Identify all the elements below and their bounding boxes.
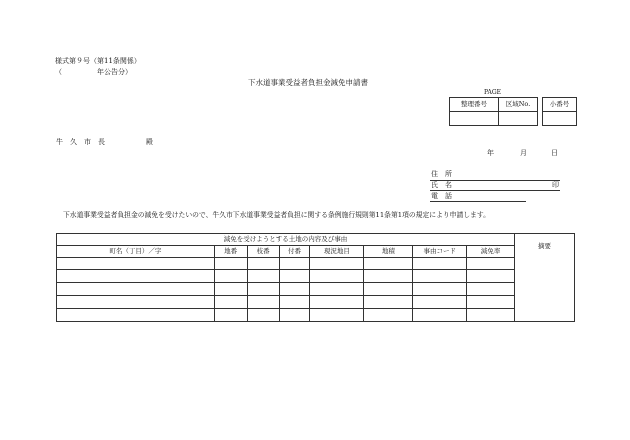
remarks-header: 摘要 xyxy=(538,242,552,250)
table-row xyxy=(57,296,575,309)
table-cell[interactable] xyxy=(57,270,215,283)
ref-header-kuiki: 区域No. xyxy=(499,98,538,112)
table-cell[interactable] xyxy=(467,270,515,283)
table-cell[interactable] xyxy=(364,309,413,322)
table-cell[interactable] xyxy=(413,270,467,283)
table-cell[interactable] xyxy=(214,270,247,283)
table-cell[interactable] xyxy=(214,309,247,322)
honorific: 殿 xyxy=(146,138,153,146)
table-cell[interactable] xyxy=(364,258,413,270)
ref-header-kobango: 小番号 xyxy=(543,98,577,112)
table-cell[interactable] xyxy=(467,309,515,322)
table-cell[interactable] xyxy=(247,258,279,270)
table-cell[interactable] xyxy=(214,283,247,296)
table-cell[interactable] xyxy=(279,296,310,309)
page-label: PAGE xyxy=(484,89,501,96)
date-month: 月 xyxy=(520,149,527,157)
table-cell[interactable] xyxy=(310,309,364,322)
land-details-table xyxy=(56,233,575,322)
table-cell[interactable] xyxy=(57,258,215,270)
phone-line[interactable] xyxy=(430,201,526,202)
form-number: 様式第９号（第11条関係） xyxy=(55,57,141,65)
phone-label: 電 話 xyxy=(431,192,452,200)
year-paren: （ 年公告分） xyxy=(55,68,132,76)
table-row xyxy=(57,283,575,296)
remarks-column[interactable] xyxy=(515,234,575,322)
table-cell[interactable] xyxy=(413,258,467,270)
table-cell[interactable] xyxy=(467,283,515,296)
table-cell[interactable] xyxy=(247,296,279,309)
table-cell[interactable] xyxy=(57,296,215,309)
sub-number-table xyxy=(542,97,577,126)
table-cell[interactable] xyxy=(279,258,310,270)
table-row xyxy=(57,270,575,283)
reference-number-table xyxy=(449,97,538,126)
table-cell[interactable] xyxy=(214,258,247,270)
table-cell[interactable] xyxy=(247,270,279,283)
ref-cell-kobango[interactable] xyxy=(543,112,577,126)
table-cell[interactable] xyxy=(310,296,364,309)
col-header-reduction-rate: 減免率 xyxy=(467,246,515,258)
table-cell[interactable] xyxy=(364,283,413,296)
table-cell[interactable] xyxy=(57,309,215,322)
col-header-branch: 枝番 xyxy=(247,246,279,258)
table-cell[interactable] xyxy=(247,309,279,322)
table-cell[interactable] xyxy=(214,296,247,309)
table-cell[interactable] xyxy=(279,270,310,283)
col-header-town: 町名（丁目）／字 xyxy=(57,246,215,258)
ref-header-seiri: 整理番号 xyxy=(450,98,499,112)
ref-cell-seiri[interactable] xyxy=(450,112,499,126)
table-group-header: 減免を受けようとする土地の内容及び事由 xyxy=(57,234,515,246)
name-label: 氏 名 xyxy=(431,181,452,189)
col-header-area: 地積 xyxy=(364,246,413,258)
document-title: 下水道事業受益者負担金減免申請書 xyxy=(248,78,368,87)
table-row xyxy=(57,309,575,322)
table-cell[interactable] xyxy=(413,296,467,309)
col-header-reason-code: 事由コード xyxy=(413,246,467,258)
seal-mark: 印 xyxy=(552,181,559,189)
name-line[interactable] xyxy=(430,190,560,191)
table-cell[interactable] xyxy=(310,258,364,270)
table-cell[interactable] xyxy=(364,296,413,309)
table-row xyxy=(57,258,575,270)
table-cell[interactable] xyxy=(413,309,467,322)
table-cell[interactable] xyxy=(279,283,310,296)
table-cell[interactable] xyxy=(57,283,215,296)
table-cell[interactable] xyxy=(310,283,364,296)
application-statement: 下水道事業受益者負担金の減免を受けたいので、牛久市下水道事業受益者負担に関する条例施行規則第11条第1項の規定により申請します。 xyxy=(63,211,490,219)
addressee: 牛 久 市 長 xyxy=(56,138,105,146)
col-header-sub: 付番 xyxy=(279,246,310,258)
table-cell[interactable] xyxy=(310,270,364,283)
ref-cell-kuiki[interactable] xyxy=(499,112,538,126)
date-year: 年 xyxy=(487,149,494,157)
col-header-lot: 地番 xyxy=(214,246,247,258)
address-label: 住 所 xyxy=(431,170,452,178)
table-cell[interactable] xyxy=(364,270,413,283)
col-header-land-use: 現況地目 xyxy=(310,246,364,258)
date-day: 日 xyxy=(551,149,558,157)
table-cell[interactable] xyxy=(247,283,279,296)
table-cell[interactable] xyxy=(467,296,515,309)
table-cell[interactable] xyxy=(279,309,310,322)
table-cell[interactable] xyxy=(413,283,467,296)
table-cell[interactable] xyxy=(467,258,515,270)
